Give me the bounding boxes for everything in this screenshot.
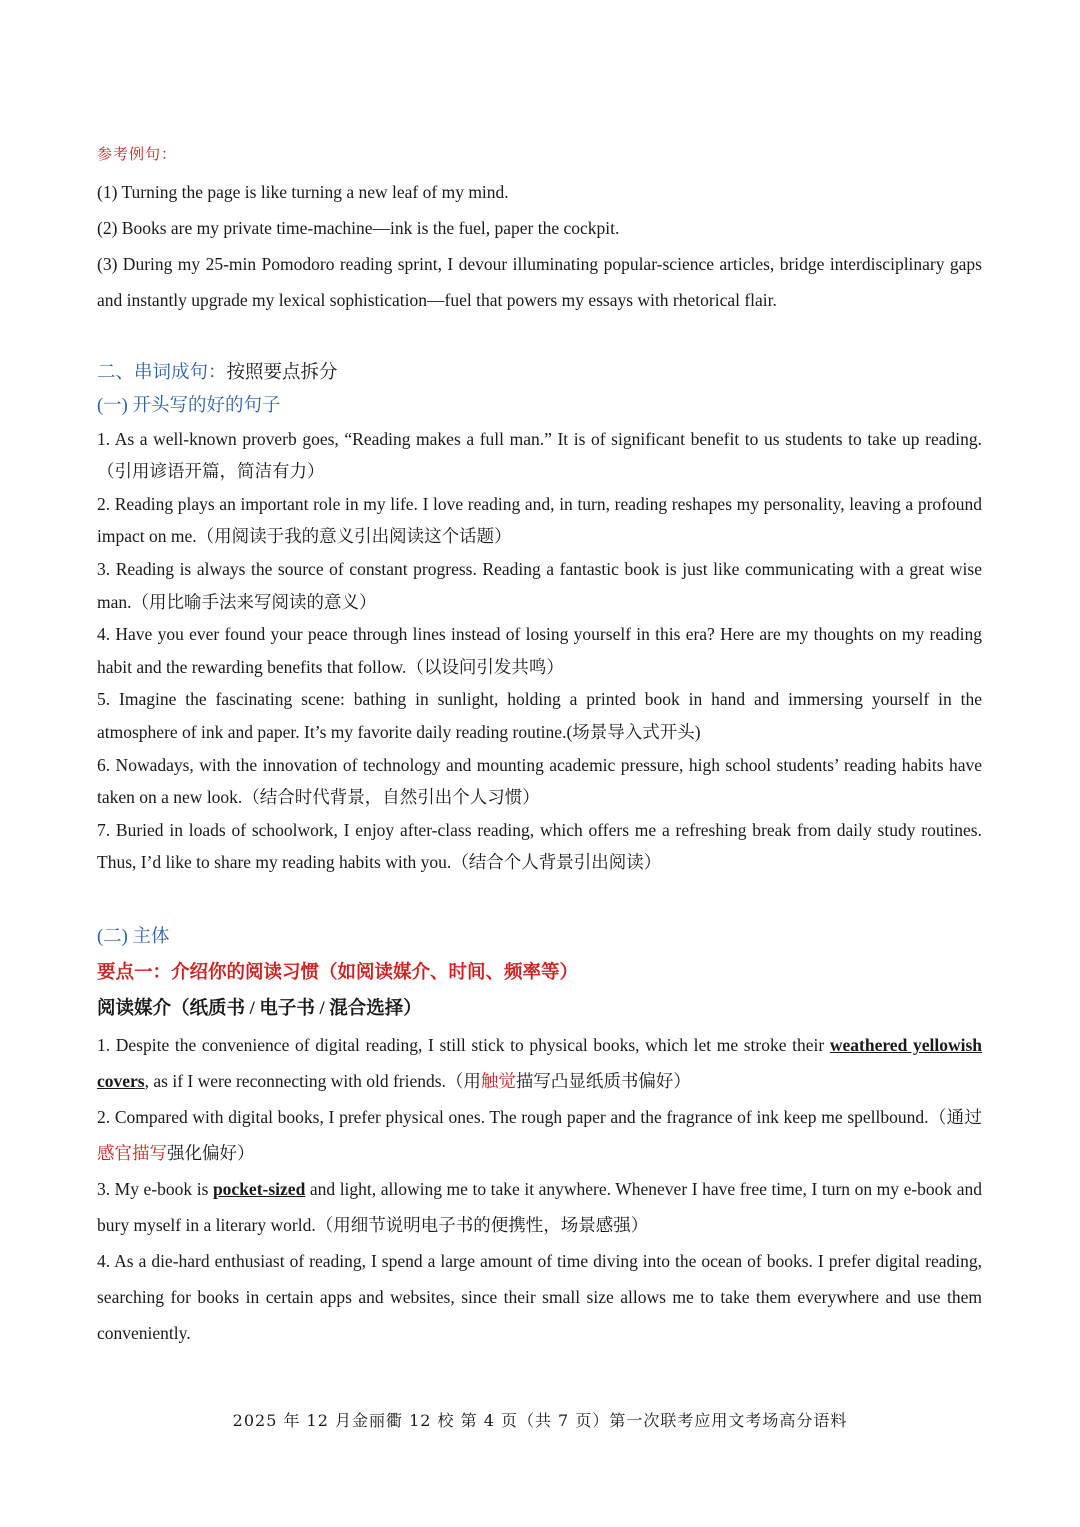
opening-title: (一) 开头写的好的句子 bbox=[97, 396, 281, 416]
opening-item-7: 7. Buried in loads of schoolwork, I enjoy after-class reading, which offers me a refreshing break from daily study routines. Thus, I’d like to share my reading habits with you.（结合个人背景引出阅读） bbox=[97, 819, 982, 873]
body-item-2: 2. Compared with digital books, I prefer physical ones. The rough paper and the fragrance of ink keep me spellbound.（通过感官描写强化偏好） bbox=[97, 1106, 983, 1163]
opening-item-1: 1. As a well-known proverb goes, “Reading makes a full man.” It is of significant benefit to us students to take up reading.（引用谚语开篇，简洁有力） bbox=[97, 428, 982, 482]
reference-item-1: (1) Turning the page is like turning a new leaf of my mind. bbox=[97, 182, 509, 202]
underlined-phrase: weathered yellowish covers bbox=[97, 1034, 982, 1091]
section-2-title: 二、串词成句： bbox=[97, 363, 227, 383]
section-2-title-suffix: 按照要点拆分 bbox=[226, 363, 338, 383]
section-2-heading bbox=[97, 356, 982, 390]
page-content bbox=[97, 140, 982, 1351]
reference-item-3: (3) During my 25-min Pomodoro reading sprint, I devour illuminating popular-science articles, bridge interdisciplinary gaps and instantly upgrade my lexical sophistication—fuel that powers my essays with rhetorical flair. bbox=[97, 254, 982, 310]
opening-item-6: 6. Nowadays, with the innovation of technology and mounting academic pressure, high school students’ reading habits have taken on a new look.（结合时代背景，自然引出个人习惯） bbox=[97, 754, 982, 808]
body-item-4: 4. As a die-hard enthusiast of reading, I spend a large amount of time diving into the ocean of books. I prefer digital reading, searching for books in certain apps and websites, since their small size allows me to take them everywhere and use them conveniently. bbox=[97, 1250, 982, 1343]
underlined-phrase: pocket-sized bbox=[212, 1178, 306, 1199]
opening-item-5: 5. Imagine the fascinating scene: bathing in sunlight, holding a printed book in hand and immersing yourself in the atmosphere of ink and paper. It’s my favorite daily reading routine.(场景导入式开头) bbox=[97, 689, 982, 742]
body-item-1: 1. Despite the convenience of digital reading, I still stick to physical books, which let me stroke their weathered yellowish covers, as if I were reconnecting with old friends.（用触觉描写凸显纸质书偏好） bbox=[97, 1034, 982, 1091]
reference-section bbox=[97, 140, 982, 318]
body-section bbox=[97, 919, 982, 1351]
opening-item-4: 4. Have you ever found your peace through lines instead of losing yourself in this era? Here are my thoughts on my reading habit and the rewarding benefits that follow.（以设问引发共鸣） bbox=[97, 624, 982, 677]
reference-title: 参考例句： bbox=[97, 145, 178, 163]
page-footer: 2025 年 12 月金丽衢 12 校 第 4 页（共 7 页）第一次联考应用文考场高分语料 bbox=[232, 1411, 848, 1430]
reference-item-2: (2) Books are my private time-machine—ink is the fuel, paper the cockpit. bbox=[97, 218, 620, 238]
body-title: (二) 主体 bbox=[97, 926, 170, 947]
opening-section bbox=[97, 390, 982, 879]
reading-medium-heading: 阅读媒介（纸质书 / 电子书 / 混合选择） bbox=[97, 998, 422, 1019]
point-1-heading: 要点一：介绍你的阅读习惯（如阅读媒介、时间、频率等） bbox=[97, 962, 579, 983]
body-item-3: 3. My e-book is pocket-sized and light, allowing me to take it anywhere. Whenever I have free time, I turn on my e-book and bury myself in a literary world.（用细节说明电子书的便携性，场景感强） bbox=[97, 1178, 983, 1235]
opening-item-2: 2. Reading plays an important role in my life. I love reading and, in turn, reading reshapes my personality, leaving a profound impact on me.（用阅读于我的意义引出阅读这个话题） bbox=[97, 493, 982, 547]
opening-item-3: 3. Reading is always the source of constant progress. Reading a fantastic book is just like communicating with a great wise man.（用比喻手法来写阅读的意义） bbox=[97, 558, 982, 612]
